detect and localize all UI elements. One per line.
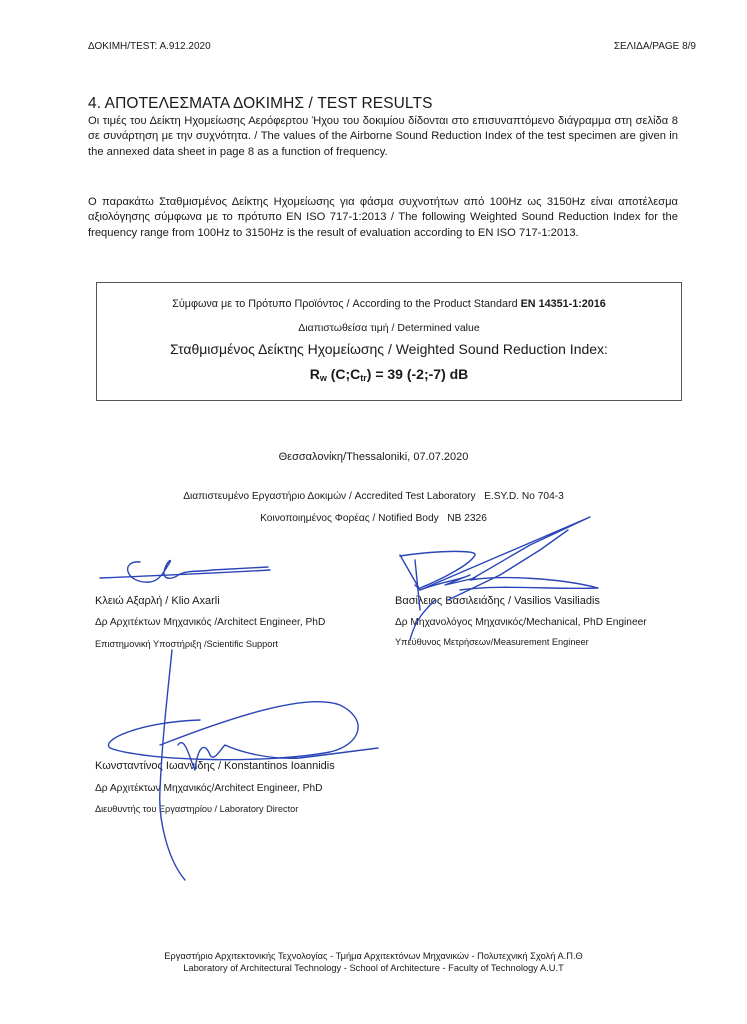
product-standard-code: EN 14351-1:2016 <box>520 298 606 310</box>
place-date: Θεσσαλονίκη/Thessaloniki, 07.07.2020 <box>278 451 469 463</box>
signatory-3-title: Δρ Αρχιτέκτων Μηχανικός/Architect Engineer, PhD <box>95 783 323 794</box>
formula-mid: (C;C <box>326 366 361 382</box>
footer-line-2: Laboratory of Architectural Technology - School of Architecture - Faculty of Technology A.U.T <box>183 963 564 973</box>
footer-line-1: Εργαστήριο Αρχιτεκτονικής Τεχνολογίας - Τμήμα Αρχιτεκτόνων Μηχανικών - Πολυτεχνική Σχολή Α.Π.Θ <box>164 951 583 961</box>
signatory-1-role: Επιστημονική Υποστήριξη /Scientific Support <box>95 639 278 649</box>
results-paragraph-1: Οι τιμές του Δείκτη Ηχομείωσης Αερόφερτου Ήχου του δοκιμίου δίδονται στο επισυναπτόμενο διάγραμμα στη σελίδα 8 σε συνάρτηση με την συχνότητα. / The values of the Airborne Sound Reduction Index of the test specimen are given in the annexed data sheet in page 8 as a function of frequency. <box>88 115 678 158</box>
formula-end: ) = 39 (-2;-7) dB <box>366 366 469 382</box>
section-title: 4. ΑΠΟΤΕΛΕΣΜΑΤΑ ΔΟΚΙΜΗΣ / TEST RESULTS <box>88 95 433 112</box>
signatory-2-role: Υπεύθυνος Μετρήσεων/Measurement Engineer <box>395 637 589 647</box>
notified-body-line: Κοινοποιημένος Φορέας / Notified Body NB 2326 <box>260 513 487 524</box>
formula-w: w <box>319 373 327 383</box>
signatory-2-name: Βασίλειος Βασιλειάδης / Vasilios Vasiliadis <box>395 595 600 607</box>
page-number: ΣΕΛΙΔΑ/PAGE 8/9 <box>613 41 696 52</box>
formula-r: R <box>309 366 320 382</box>
signatory-2-title: Δρ Μηχανολόγος Μηχανικός/Mechanical, PhD Engineer <box>395 617 647 628</box>
formula-tr: tr <box>360 373 367 383</box>
determined-value-label: Διαπιστωθείσα τιμή / Determined value <box>298 322 480 334</box>
signatory-3-role: Διευθυντής του Εργαστηρίου / Laboratory Director <box>95 804 299 814</box>
signatory-1-title: Δρ Αρχιτέκτων Μηχανικός /Architect Engineer, PhD <box>95 617 326 628</box>
signatory-3-name: Κωνσταντίνος Ιωαννίδης / Konstantinos Ioannidis <box>95 760 335 772</box>
test-id: ΔΟΚΙΜΗ/TEST: A.912.2020 <box>88 41 211 52</box>
accredited-lab-line: Διαπιστευμένο Εργαστήριο Δοκιμών / Accredited Test Laboratory E.SY.D. No 704-3 <box>183 491 564 502</box>
weighted-index-label: Σταθμισμένος Δείκτης Ηχομείωσης / Weighted Sound Reduction Index: <box>170 341 608 357</box>
product-standard-prefix: Σύμφωνα με το Πρότυπο Προϊόντος / According to the Product Standard <box>172 298 521 310</box>
signatory-1-name: Κλειώ Αξαρλή / Klio Axarli <box>95 595 220 607</box>
results-paragraph-2: Ο παρακάτω Σταθμισμένος Δείκτης Ηχομείωσης για φάσμα συχνοτήτων από 100Hz ως 3150Hz είναι αποτέλεσμα αξιολόγησης σύμφωνα με το πρότυπο EN ISO 717-1:2013 / The following Weighted Sound Reduction Index for the frequency range from 100Hz to 3150Hz is the result of evaluation according to EN ISO 717-1:2013. <box>88 196 678 239</box>
